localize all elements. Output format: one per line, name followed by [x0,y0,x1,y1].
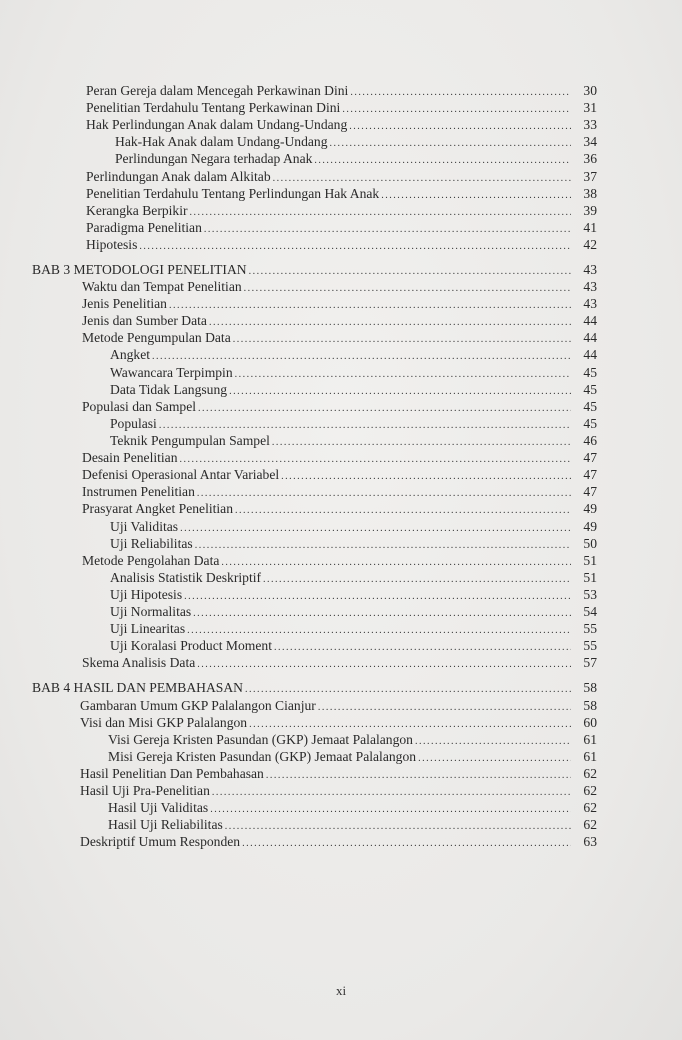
toc-entry-title: Penelitian Terdahulu Tentang Perkawinan Dini [86,100,341,115]
toc-entry-page: 47 [583,467,597,482]
toc-entry [110,364,597,382]
toc-entry [86,202,597,220]
toc-entry-title: Hasil Uji Reliabilitas [108,817,223,832]
toc-entry-title: Hasil Uji Validitas [108,800,209,815]
toc-entry-title: Instrumen Penelitian [82,484,195,499]
toc-entry-title: Uji Hipotesis [110,587,183,602]
toc-entry-page: 38 [583,186,597,201]
toc-entry [110,415,597,433]
toc-entry [108,748,597,766]
toc-entry-page: 61 [583,732,597,747]
toc-entry-page: 47 [583,484,597,499]
toc-entry [86,168,597,186]
toc-entry-page: 50 [583,536,597,551]
toc-entry [110,586,597,604]
toc-entry-title: Teknik Pengumpulan Sampel [110,433,270,448]
toc-entry-title: Uji Koralasi Product Moment [110,638,272,653]
toc-entry [82,449,597,467]
toc-entry [108,731,597,749]
toc-entry-title: Penelitian Terdahulu Tentang Perlindungan Hak Anak [86,186,380,201]
toc-entry [82,278,597,296]
toc-entry-title: Jenis Penelitian [82,296,167,311]
toc-entry-page: 45 [583,416,597,431]
toc-entry-page: 49 [583,501,597,516]
toc-entry [82,552,597,570]
toc-entry [110,381,597,399]
toc-entry-title: Uji Linearitas [110,621,186,636]
toc-entry-title: Kerangka Berpikir [86,203,188,218]
toc-entry [82,466,597,484]
toc-entry-page: 43 [583,262,597,277]
toc-entry-title: Deskriptif Umum Responden [80,834,241,849]
toc-entry-page: 31 [583,100,597,115]
toc-entry-title: Populasi [110,416,157,431]
toc-entry-page: 41 [583,220,597,235]
toc-entry-page: 62 [583,817,597,832]
toc-entry [82,483,597,501]
toc-entry-page: 47 [583,450,597,465]
toc-entry-title: Defenisi Operasional Antar Variabel [82,467,280,482]
toc-entry-title: Uji Reliabilitas [110,536,193,551]
toc-entry [108,816,597,834]
toc-entry-page: 51 [583,570,597,585]
toc-entry-page: 44 [583,313,597,328]
toc-entry-title: Perlindungan Negara terhadap Anak [115,151,313,166]
toc-entry [82,654,597,672]
toc-entry-page: 55 [583,638,597,653]
toc-entry-title: Desain Penelitian [82,450,178,465]
toc-entry-page: 45 [583,382,597,397]
toc-entry-page: 44 [583,330,597,345]
toc-entry-title: Hak Perlindungan Anak dalam Undang-Undang [86,117,348,132]
toc-entry [86,185,597,203]
toc-entry-page: 62 [583,800,597,815]
toc-entry-page: 43 [583,296,597,311]
toc-entry-title: Perlindungan Anak dalam Alkitab [86,169,271,184]
toc-entry [82,398,597,416]
toc-entry-title: Hasil Uji Pra-Penelitian [80,783,210,798]
toc-entry [115,150,597,168]
toc-entry [110,535,597,553]
toc-entry-title: Metode Pengolahan Data [82,553,220,568]
toc-entry [82,295,597,313]
toc-entry-title: Hasil Penelitian Dan Pembahasan [80,766,264,781]
toc-entry-page: 62 [583,766,597,781]
toc-entry-title: Hak-Hak Anak dalam Undang-Undang [115,134,328,149]
toc-entry-title: Wawancara Terpimpin [110,365,233,380]
dot-leader [242,835,571,853]
toc-entry [86,82,597,100]
toc-chapter-entry [32,261,597,279]
toc-entry-page: 42 [583,237,597,252]
dot-leader [197,656,571,674]
toc-entry [110,432,597,450]
toc-entry-title: Misi Gereja Kristen Pasundan (GKP) Jemaat Palalangon [108,749,417,764]
toc-entry-title: Peran Gereja dalam Mencegah Perkawinan Dini [86,83,349,98]
toc-entry-title: Visi Gereja Kristen Pasundan (GKP) Jemaat Palalangon [108,732,413,747]
toc-entry [115,133,597,151]
toc-entry [86,99,597,117]
toc-entry-page: 43 [583,279,597,294]
toc-entry-page: 58 [583,698,597,713]
toc-entry [82,500,597,518]
toc-entry-title: Waktu dan Tempat Penelitian [82,279,242,294]
toc-entry-page: 45 [583,365,597,380]
toc-entry [80,782,597,800]
toc-entry-page: 57 [583,655,597,670]
toc-entry-page: 60 [583,715,597,730]
toc-entry [86,219,597,237]
toc-entry [82,312,597,330]
toc-entry-title: Skema Analisis Data [82,655,196,670]
toc-entry-title: Paradigma Penelitian [86,220,202,235]
toc-entry-page: 55 [583,621,597,636]
toc-entry-title: Metode Pengumpulan Data [82,330,231,345]
page-number: xi [335,983,347,998]
toc-entry-title: BAB 3 METODOLOGI PENELITIAN [32,262,247,277]
toc-entry-page: 46 [583,433,597,448]
toc-entry [86,236,597,254]
toc-entry-title: Hipotesis [86,237,138,252]
toc-entry-title: Prasyarat Angket Penelitian [82,501,234,516]
toc-entry [110,346,597,364]
toc-entry [110,603,597,621]
toc-entry-page: 45 [583,399,597,414]
toc-entry-page: 53 [583,587,597,602]
toc-entry-page: 44 [583,347,597,362]
toc-entry [82,329,597,347]
toc-entry-page: 36 [583,151,597,166]
toc-entry-title: Data Tidak Langsung [110,382,228,397]
toc-entry-page: 37 [583,169,597,184]
toc-entry [110,569,597,587]
dot-leader [139,238,571,256]
toc-entry-page: 58 [583,680,597,695]
toc-entry-page: 39 [583,203,597,218]
toc-entry [86,116,597,134]
toc-entry-title: Uji Validitas [110,519,179,534]
toc-entry-title: BAB 4 HASIL DAN PEMBAHASAN [32,680,243,695]
toc-entry-page: 63 [583,834,597,849]
toc-entry [80,765,597,783]
toc-entry-page: 49 [583,519,597,534]
toc-entry-page: 54 [583,604,597,619]
toc-entry-page: 33 [583,117,597,132]
toc-entry [80,833,597,851]
toc-entry-title: Analisis Statistik Deskriptif [110,570,262,585]
toc-entry [108,799,597,817]
toc-entry-title: Uji Normalitas [110,604,192,619]
toc-entry-title: Angket [110,347,151,362]
toc-entry-title: Visi dan Misi GKP Palalangon [80,715,248,730]
toc-entry-page: 62 [583,783,597,798]
toc-entry-title: Populasi dan Sampel [82,399,197,414]
toc-entry-title: Jenis dan Sumber Data [82,313,207,328]
toc-entry [110,637,597,655]
toc-entry [80,697,597,715]
toc-entry-page: 30 [583,83,597,98]
toc-entry-page: 61 [583,749,597,764]
toc-chapter-entry [32,679,597,697]
toc-entry-page: 34 [583,134,597,149]
toc-entry [110,620,597,638]
toc-entry [110,518,597,536]
toc-entry [80,714,597,732]
toc-entry-title: Gambaran Umum GKP Palalangon Cianjur [80,698,316,713]
toc-entry-page: 51 [583,553,597,568]
